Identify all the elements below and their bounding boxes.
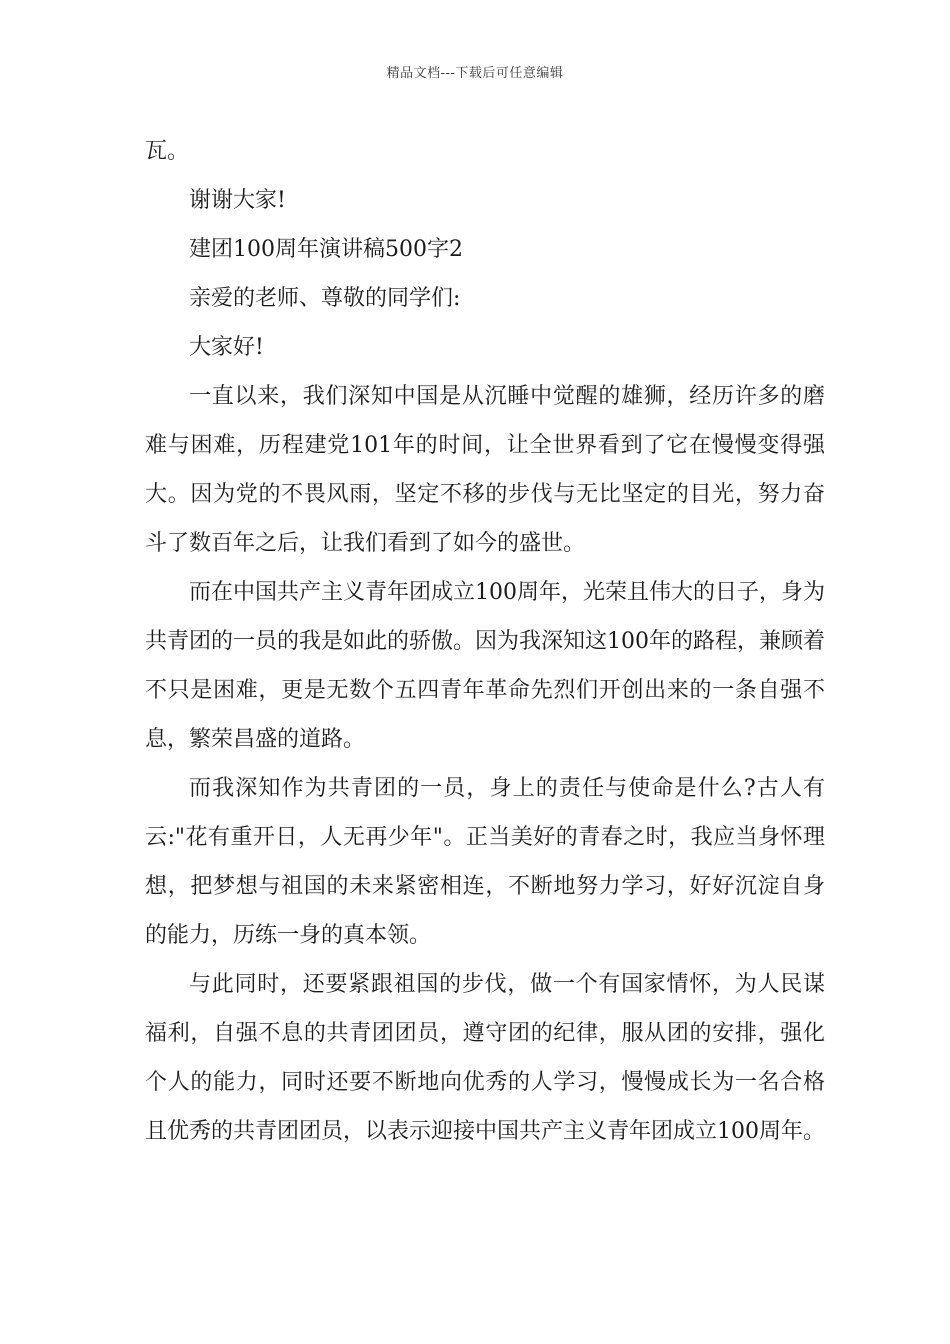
salutation: 亲爱的老师、尊敬的同学们: — [189, 286, 461, 311]
greeting: 大家好! — [189, 335, 264, 360]
document-body — [145, 127, 825, 1156]
body-paragraph: 与此同时，还要紧跟祖国的步伐，做一个有国家情怀，为人民谋福利，自强不息的共青团团员，遵守团的纪律，服从团的安排，强化个人的能力，同时还要不断地向优秀的人学习，慢慢成长为一名合格且优秀的共青团团员，以表示迎接中国共产主义青年团成立100周年。 — [145, 972, 825, 1144]
speech-title: 建团100周年演讲稿500字2 — [189, 237, 463, 262]
paragraph-thanks: 谢谢大家! — [189, 188, 286, 213]
paragraph-continuation: 瓦。 — [145, 139, 190, 164]
body-paragraph: 一直以来，我们深知中国是从沉睡中觉醒的雄狮，经历许多的磨难与困难，历程建党101年的时间，让全世界看到了它在慢慢变得强大。因为党的不畏风雨，坚定不移的步伐与无比坚定的目光，努力奋斗了数百年之后，让我们看到了如今的盛世。 — [145, 384, 825, 556]
body-paragraph: 而在中国共产主义青年团成立100周年，光荣且伟大的日子，身为共青团的一员的我是如此的骄傲。因为我深知这100年的路程，兼顾着不只是困难，更是无数个五四青年革命先烈们开创出来的一条自强不息，繁荣昌盛的道路。 — [145, 580, 825, 752]
page-header: 精品文档---下载后可任意编辑 — [386, 66, 564, 81]
body-paragraph: 而我深知作为共青团的一员，身上的责任与使命是什么?古人有云:"花有重开日，人无再少年"。正当美好的青春之时，我应当身怀理想，把梦想与祖国的未来紧密相连，不断地努力学习，好好沉淀自身的能力，历练一身的真本领。 — [145, 776, 825, 948]
